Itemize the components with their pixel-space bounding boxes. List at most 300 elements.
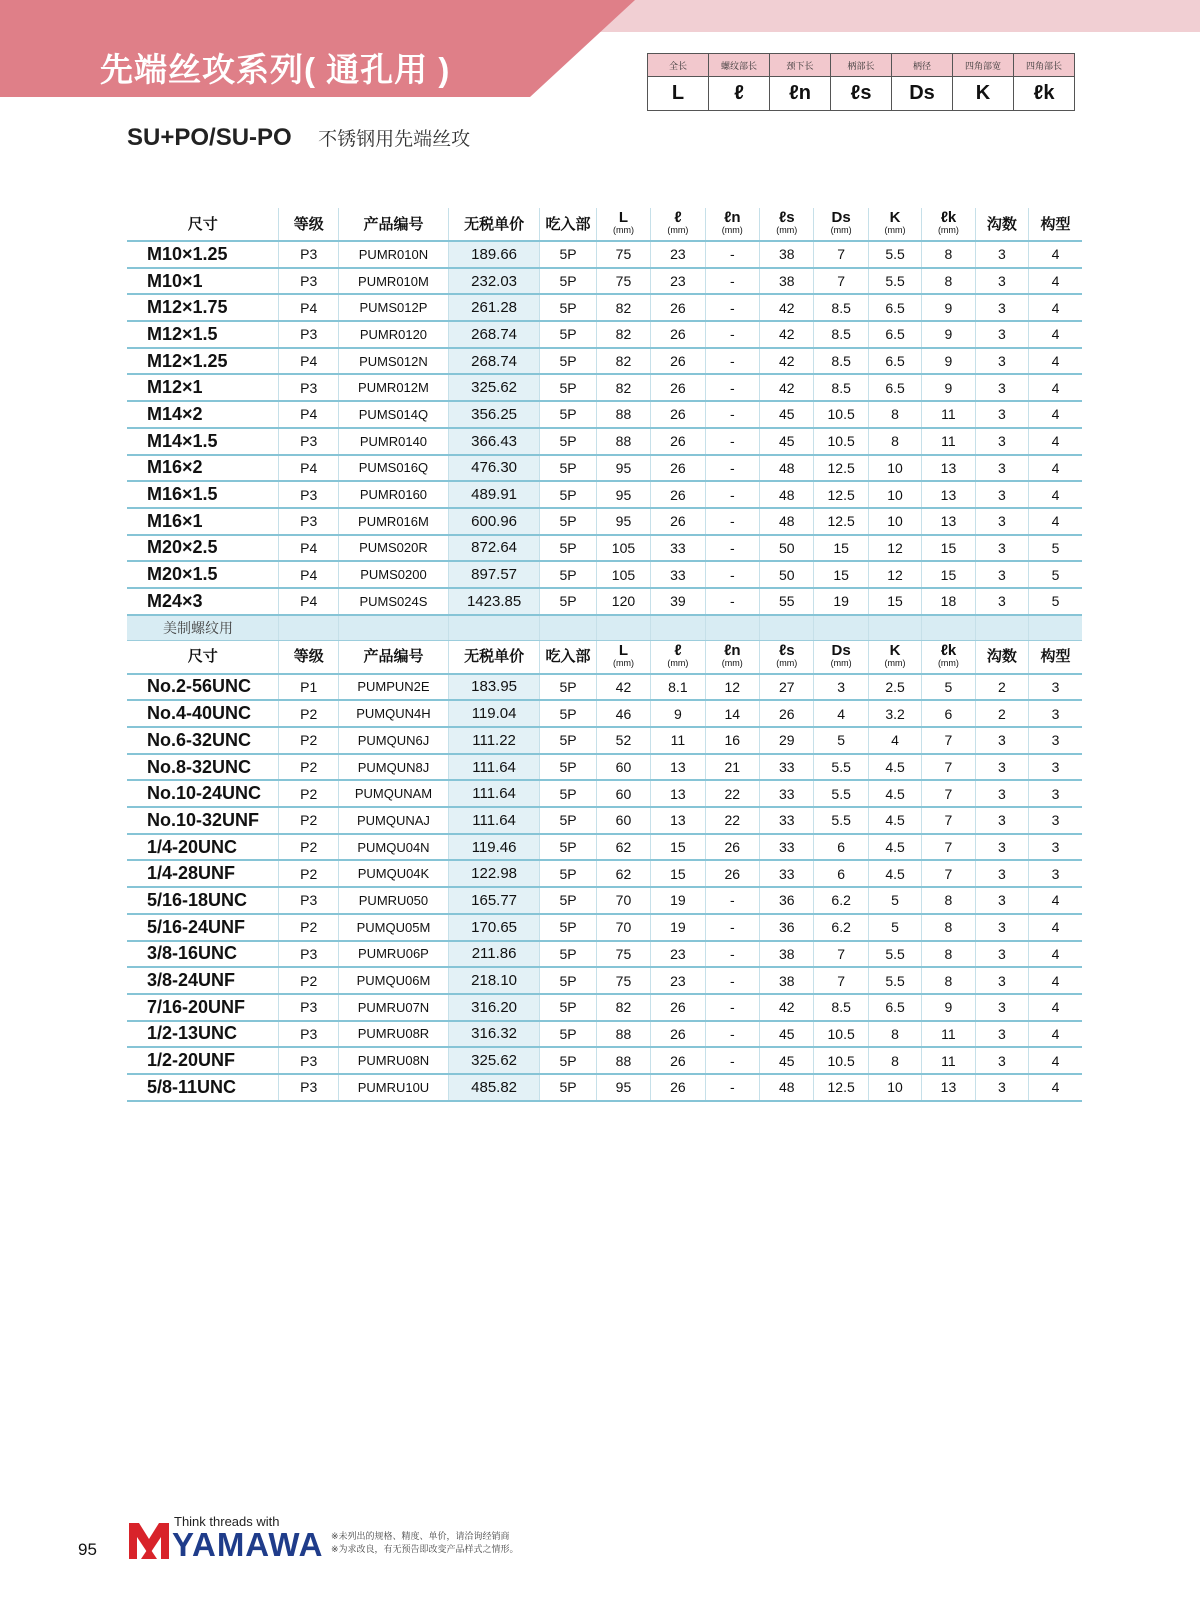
l-cell: 26	[651, 321, 705, 348]
legend-symbol: ℓs	[831, 77, 892, 111]
shape-cell: 3	[1029, 860, 1082, 887]
spec-table-body	[127, 208, 1082, 1101]
K-cell: 4.5	[868, 807, 921, 834]
flutes-cell: 3	[975, 348, 1028, 375]
L-cell: 60	[596, 807, 650, 834]
bite-cell: 5P	[540, 321, 596, 348]
ls-cell: 38	[760, 967, 814, 994]
table-row	[127, 887, 1082, 914]
bite-cell: 5P	[540, 941, 596, 968]
table-row	[127, 834, 1082, 861]
flutes-cell: 3	[975, 1047, 1028, 1074]
price-cell: 600.96	[448, 508, 539, 535]
size-cell: M12×1.25	[127, 348, 279, 375]
shape-cell: 3	[1029, 700, 1082, 727]
code-cell: PUMQU06M	[339, 967, 449, 994]
Ds-cell: 7	[814, 967, 868, 994]
column-header-label: Ds	[831, 209, 851, 226]
code-cell: PUMQU04K	[339, 860, 449, 887]
table-row	[127, 321, 1082, 348]
shape-cell: 5	[1029, 561, 1082, 588]
table-row	[127, 780, 1082, 807]
column-header-bite	[540, 208, 596, 241]
ls-cell: 38	[760, 268, 814, 295]
lk-cell: 7	[922, 754, 975, 781]
L-cell: 105	[596, 535, 650, 562]
size-cell: 1/4-20UNC	[127, 834, 279, 861]
shape-cell: 4	[1029, 1047, 1082, 1074]
size-cell: M24×3	[127, 588, 279, 615]
ls-cell: 50	[760, 535, 814, 562]
lk-cell: 9	[922, 348, 975, 375]
Ds-cell: 5.5	[814, 807, 868, 834]
lk-cell: 11	[922, 401, 975, 428]
group-cell	[651, 615, 705, 641]
grade-cell: P3	[279, 887, 339, 914]
group-cell	[868, 615, 921, 641]
size-cell: No.8-32UNC	[127, 754, 279, 781]
ls-cell: 55	[760, 588, 814, 615]
l-cell: 39	[651, 588, 705, 615]
shape-cell: 4	[1029, 294, 1082, 321]
K-cell: 6.5	[868, 321, 921, 348]
bite-cell: 5P	[540, 535, 596, 562]
shape-cell: 4	[1029, 428, 1082, 455]
bite-cell: 5P	[540, 1074, 596, 1101]
table-row	[127, 535, 1082, 562]
column-header-shape	[1029, 208, 1082, 241]
l-cell: 23	[651, 268, 705, 295]
grade-cell: P3	[279, 428, 339, 455]
column-header-label: 无税单价	[464, 215, 525, 233]
price-cell: 111.64	[448, 754, 539, 781]
flutes-cell: 3	[975, 535, 1028, 562]
table-row	[127, 481, 1082, 508]
group-cell	[448, 615, 539, 641]
bite-cell: 5P	[540, 481, 596, 508]
flutes-cell: 3	[975, 887, 1028, 914]
legend-label: 柄径	[892, 54, 953, 77]
column-header-flutes	[975, 640, 1028, 674]
K-cell: 10	[868, 1074, 921, 1101]
l-cell: 11	[651, 727, 705, 754]
ln-cell: -	[705, 268, 759, 295]
group-cell	[1029, 615, 1082, 641]
l-cell: 26	[651, 428, 705, 455]
flutes-cell: 3	[975, 727, 1028, 754]
code-cell: PUMS020R	[339, 535, 449, 562]
legend-label: 柄部长	[831, 54, 892, 77]
table-row	[127, 1074, 1082, 1101]
group-cell	[279, 615, 339, 641]
ln-cell: -	[705, 994, 759, 1021]
L-cell: 46	[596, 700, 650, 727]
ls-cell: 33	[760, 754, 814, 781]
shape-cell: 4	[1029, 321, 1082, 348]
table-row	[127, 508, 1082, 535]
column-header-label: K	[889, 641, 901, 659]
ls-cell: 33	[760, 834, 814, 861]
bite-cell: 5P	[540, 428, 596, 455]
flutes-cell: 3	[975, 1074, 1028, 1101]
flutes-cell: 3	[975, 401, 1028, 428]
size-cell: M12×1.5	[127, 321, 279, 348]
column-header-code	[339, 640, 449, 674]
table-row	[127, 241, 1082, 268]
Ds-cell: 8.5	[814, 294, 868, 321]
Ds-cell: 12.5	[814, 481, 868, 508]
price-cell: 111.64	[448, 807, 539, 834]
size-cell: No.6-32UNC	[127, 727, 279, 754]
flutes-cell: 3	[975, 967, 1028, 994]
column-header-label: ℓ	[674, 209, 682, 226]
column-header-ls	[760, 640, 814, 674]
K-cell: 5.5	[868, 268, 921, 295]
K-cell: 10	[868, 455, 921, 482]
column-unit-label: (mm)	[776, 225, 798, 235]
ln-cell: -	[705, 941, 759, 968]
lk-cell: 5	[922, 674, 975, 701]
ln-cell: 26	[705, 834, 759, 861]
lk-cell: 8	[922, 241, 975, 268]
K-cell: 5.5	[868, 941, 921, 968]
grade-cell: P3	[279, 508, 339, 535]
legend-symbol: ℓk	[1014, 77, 1075, 111]
table-row	[127, 1021, 1082, 1048]
shape-cell: 3	[1029, 727, 1082, 754]
footer-note-line: ※未列出的规格、精度、单价，请洽询经销商	[331, 1531, 510, 1541]
flutes-cell: 2	[975, 674, 1028, 701]
ls-cell: 38	[760, 241, 814, 268]
column-header-flutes	[975, 208, 1028, 241]
L-cell: 70	[596, 887, 650, 914]
column-header-Ds	[814, 640, 868, 674]
ls-cell: 33	[760, 780, 814, 807]
bite-cell: 5P	[540, 887, 596, 914]
table-row	[127, 727, 1082, 754]
size-cell: M12×1.75	[127, 294, 279, 321]
ls-cell: 42	[760, 294, 814, 321]
size-cell: No.10-24UNC	[127, 780, 279, 807]
code-cell: PUMQUN6J	[339, 727, 449, 754]
group-cell	[705, 615, 759, 641]
lk-cell: 7	[922, 807, 975, 834]
size-cell: 1/2-20UNF	[127, 1047, 279, 1074]
grade-cell: P3	[279, 241, 339, 268]
code-cell: PUMR0120	[339, 321, 449, 348]
size-cell: 1/2-13UNC	[127, 1021, 279, 1048]
column-header-label: 产品编号	[363, 648, 424, 666]
column-unit-label: (mm)	[667, 225, 689, 235]
lk-cell: 7	[922, 834, 975, 861]
price-cell: 872.64	[448, 535, 539, 562]
Ds-cell: 5.5	[814, 780, 868, 807]
table-row	[127, 807, 1082, 834]
ls-cell: 45	[760, 1047, 814, 1074]
price-cell: 325.62	[448, 1047, 539, 1074]
legend-symbol: L	[648, 77, 709, 111]
column-header-label: ℓn	[724, 209, 741, 226]
column-header-label: ℓs	[778, 641, 795, 659]
lk-cell: 18	[922, 588, 975, 615]
flutes-cell: 3	[975, 807, 1028, 834]
L-cell: 82	[596, 374, 650, 401]
l-cell: 26	[651, 455, 705, 482]
lk-cell: 13	[922, 455, 975, 482]
ln-cell: -	[705, 455, 759, 482]
ls-cell: 42	[760, 994, 814, 1021]
table-row	[127, 967, 1082, 994]
lk-cell: 8	[922, 914, 975, 941]
table-row	[127, 428, 1082, 455]
l-cell: 13	[651, 780, 705, 807]
l-cell: 15	[651, 834, 705, 861]
ls-cell: 26	[760, 700, 814, 727]
flutes-cell: 3	[975, 754, 1028, 781]
price-cell: 366.43	[448, 428, 539, 455]
lk-cell: 8	[922, 967, 975, 994]
ln-cell: -	[705, 321, 759, 348]
column-header-code	[339, 208, 449, 241]
price-cell: 897.57	[448, 561, 539, 588]
lk-cell: 8	[922, 268, 975, 295]
column-header-label: 沟数	[986, 215, 1017, 233]
table-row	[127, 348, 1082, 375]
K-cell: 5.5	[868, 241, 921, 268]
shape-cell: 4	[1029, 508, 1082, 535]
L-cell: 60	[596, 754, 650, 781]
price-cell: 119.46	[448, 834, 539, 861]
size-cell: 5/16-18UNC	[127, 887, 279, 914]
column-header-label: L	[618, 209, 629, 226]
price-cell: 111.22	[448, 727, 539, 754]
ls-cell: 29	[760, 727, 814, 754]
K-cell: 2.5	[868, 674, 921, 701]
bite-cell: 5P	[540, 1047, 596, 1074]
flutes-cell: 3	[975, 294, 1028, 321]
grade-cell: P4	[279, 401, 339, 428]
K-cell: 6.5	[868, 994, 921, 1021]
column-unit-label: (mm)	[937, 657, 959, 668]
bite-cell: 5P	[540, 780, 596, 807]
grade-cell: P4	[279, 294, 339, 321]
table-row	[127, 455, 1082, 482]
shape-cell: 3	[1029, 754, 1082, 781]
grade-cell: P4	[279, 455, 339, 482]
K-cell: 8	[868, 1047, 921, 1074]
ln-cell: 12	[705, 674, 759, 701]
column-header-K	[868, 640, 921, 674]
column-header-lk	[922, 208, 975, 241]
ls-cell: 36	[760, 914, 814, 941]
flutes-cell: 3	[975, 834, 1028, 861]
K-cell: 10	[868, 481, 921, 508]
L-cell: 95	[596, 508, 650, 535]
bite-cell: 5P	[540, 967, 596, 994]
l-cell: 9	[651, 700, 705, 727]
grade-cell: P3	[279, 374, 339, 401]
group-cell	[339, 615, 449, 641]
flutes-cell: 3	[975, 268, 1028, 295]
product-subtitle	[127, 124, 470, 152]
L-cell: 62	[596, 860, 650, 887]
column-header-grade	[279, 208, 339, 241]
Ds-cell: 3	[814, 674, 868, 701]
column-header-l	[651, 640, 705, 674]
table-row	[127, 561, 1082, 588]
ls-cell: 45	[760, 428, 814, 455]
shape-cell: 4	[1029, 268, 1082, 295]
ln-cell: -	[705, 887, 759, 914]
ls-cell: 50	[760, 561, 814, 588]
Ds-cell: 10.5	[814, 1047, 868, 1074]
column-header-bite	[540, 640, 596, 674]
L-cell: 105	[596, 561, 650, 588]
grade-cell: P2	[279, 860, 339, 887]
l-cell: 26	[651, 1021, 705, 1048]
bite-cell: 5P	[540, 401, 596, 428]
L-cell: 75	[596, 268, 650, 295]
table-row	[127, 588, 1082, 615]
ln-cell: -	[705, 241, 759, 268]
code-cell: PUMRU08R	[339, 1021, 449, 1048]
group-cell	[596, 615, 650, 641]
L-cell: 70	[596, 914, 650, 941]
price-cell: 489.91	[448, 481, 539, 508]
column-header-label: 构型	[1040, 648, 1071, 666]
lk-cell: 8	[922, 941, 975, 968]
ln-cell: 22	[705, 780, 759, 807]
ln-cell: -	[705, 481, 759, 508]
lk-cell: 9	[922, 994, 975, 1021]
table-row	[127, 754, 1082, 781]
price-cell: 211.86	[448, 941, 539, 968]
ln-cell: -	[705, 1047, 759, 1074]
code-cell: PUMR0160	[339, 481, 449, 508]
column-unit-label: (mm)	[612, 225, 634, 235]
Ds-cell: 6	[814, 834, 868, 861]
column-unit-label: (mm)	[830, 657, 852, 668]
legend-symbol: Ds	[892, 77, 953, 111]
product-description: 不锈钢用先端丝攻	[318, 129, 471, 150]
l-cell: 13	[651, 754, 705, 781]
lk-cell: 8	[922, 887, 975, 914]
shape-cell: 4	[1029, 374, 1082, 401]
shape-cell: 4	[1029, 455, 1082, 482]
Ds-cell: 10.5	[814, 428, 868, 455]
lk-cell: 6	[922, 700, 975, 727]
size-cell: No.10-32UNF	[127, 807, 279, 834]
bite-cell: 5P	[540, 700, 596, 727]
bite-cell: 5P	[540, 727, 596, 754]
l-cell: 8.1	[651, 674, 705, 701]
l-cell: 23	[651, 241, 705, 268]
Ds-cell: 8.5	[814, 994, 868, 1021]
l-cell: 26	[651, 374, 705, 401]
price-cell: 316.32	[448, 1021, 539, 1048]
shape-cell: 3	[1029, 807, 1082, 834]
bite-cell: 5P	[540, 860, 596, 887]
price-cell: 119.04	[448, 700, 539, 727]
size-cell: 7/16-20UNF	[127, 994, 279, 1021]
L-cell: 95	[596, 455, 650, 482]
grade-cell: P2	[279, 727, 339, 754]
bite-cell: 5P	[540, 914, 596, 941]
lk-cell: 9	[922, 321, 975, 348]
K-cell: 6.5	[868, 374, 921, 401]
code-cell: PUMS0200	[339, 561, 449, 588]
dimension-legend	[647, 53, 1075, 111]
table-row	[127, 994, 1082, 1021]
group-row-us-threads	[127, 615, 1082, 641]
K-cell: 4	[868, 727, 921, 754]
L-cell: 82	[596, 348, 650, 375]
column-unit-label: (mm)	[721, 657, 743, 668]
code-cell: PUMQU05M	[339, 914, 449, 941]
K-cell: 3.2	[868, 700, 921, 727]
bite-cell: 5P	[540, 508, 596, 535]
column-header-label: ℓk	[940, 209, 957, 226]
column-header-price	[448, 208, 539, 241]
K-cell: 4.5	[868, 860, 921, 887]
K-cell: 8	[868, 401, 921, 428]
l-cell: 33	[651, 535, 705, 562]
ln-cell: -	[705, 401, 759, 428]
price-cell: 476.30	[448, 455, 539, 482]
grade-cell: P4	[279, 561, 339, 588]
Ds-cell: 19	[814, 588, 868, 615]
L-cell: 95	[596, 481, 650, 508]
ln-cell: -	[705, 294, 759, 321]
code-cell: PUMRU08N	[339, 1047, 449, 1074]
shape-cell: 4	[1029, 481, 1082, 508]
code-cell: PUMR0140	[339, 428, 449, 455]
price-cell: 325.62	[448, 374, 539, 401]
ls-cell: 48	[760, 455, 814, 482]
column-header-label: K	[889, 209, 901, 226]
ln-cell: -	[705, 967, 759, 994]
column-header-label: 尺寸	[187, 215, 218, 233]
L-cell: 42	[596, 674, 650, 701]
column-header-price	[448, 640, 539, 674]
code-cell: PUMQUNAJ	[339, 807, 449, 834]
flutes-cell: 3	[975, 428, 1028, 455]
code-cell: PUMQU04N	[339, 834, 449, 861]
ln-cell: 14	[705, 700, 759, 727]
size-cell: 3/8-16UNC	[127, 941, 279, 968]
size-cell: M12×1	[127, 374, 279, 401]
lk-cell: 9	[922, 294, 975, 321]
L-cell: 75	[596, 941, 650, 968]
ls-cell: 48	[760, 508, 814, 535]
column-header-ln	[705, 640, 759, 674]
legend-label: 四角部长	[1014, 54, 1075, 77]
size-cell: 1/4-28UNF	[127, 860, 279, 887]
column-header-label: ℓk	[940, 641, 957, 659]
K-cell: 10	[868, 508, 921, 535]
Ds-cell: 6.2	[814, 914, 868, 941]
l-cell: 19	[651, 914, 705, 941]
bite-cell: 5P	[540, 455, 596, 482]
code-cell: PUMS024S	[339, 588, 449, 615]
l-cell: 15	[651, 860, 705, 887]
legend-label: 颈下长	[770, 54, 831, 77]
column-header-L	[596, 208, 650, 241]
code-cell: PUMR010N	[339, 241, 449, 268]
l-cell: 33	[651, 561, 705, 588]
l-cell: 26	[651, 348, 705, 375]
column-header-label: ℓ	[674, 641, 682, 659]
